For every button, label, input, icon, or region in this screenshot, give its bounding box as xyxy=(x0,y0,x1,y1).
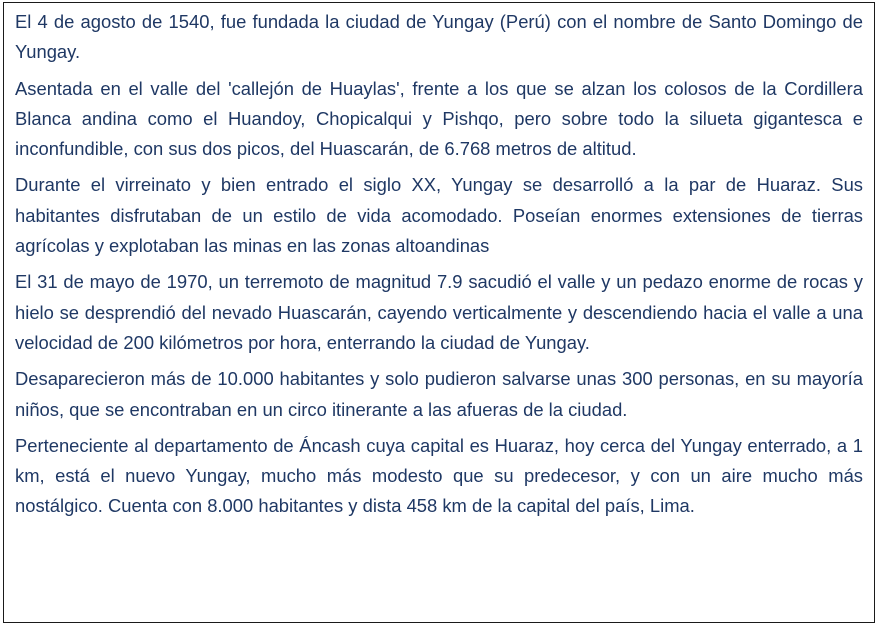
text-box xyxy=(3,2,875,623)
paragraph-location: Asentada en el valle del 'callejón de Huaylas', frente a los que se alzan los colosos de la Cordillera Blanca andina como el Huandoy, Chopicalqui y Pishqo, pero sobre todo la silueta gigantesca e inconfundible, con sus dos picos, del Huascarán, de 6.768 metros de altitud. xyxy=(15,77,863,160)
paragraph-new-yungay: Perteneciente al departamento de Áncash cuya capital es Huaraz, hoy cerca del Yungay enterrado, a 1 km, está el nuevo Yungay, mucho más modesto que su predecesor, y con un aire mucho más nostálgico. Cuenta con 8.000 habitantes y dista 458 km de la capital del país, Lima. xyxy=(15,434,863,517)
paragraph-earthquake: El 31 de mayo de 1970, un terremoto de magnitud 7.9 sacudió el valle y un pedazo enorme de rocas y hielo se desprendió del nevado Huascarán, cayendo verticalmente y descendiendo hacia el valle a una velocidad de 200 kilómetros por hora, enterrando la ciudad de Yungay. xyxy=(15,271,863,353)
paragraph-history: Durante el virreinato y bien entrado el siglo XX, Yungay se desarrolló a la par de Huaraz. Sus habitantes disfrutaban de un estilo de vida acomodado. Poseían enormes extensiones de tierras agrícolas y explotaban las minas en las zonas altoandinas xyxy=(15,174,863,257)
paragraph-survivors: Desaparecieron más de 10.000 habitantes y solo pudieron salvarse unas 300 personas, en su mayoría niños, que se encontraban en un circo itinerante a las afueras de la ciudad. xyxy=(15,368,863,420)
paragraph-founding: El 4 de agosto de 1540, fue fundada la ciudad de Yungay (Perú) con el nombre de Santo Domingo de Yungay. xyxy=(15,11,863,63)
